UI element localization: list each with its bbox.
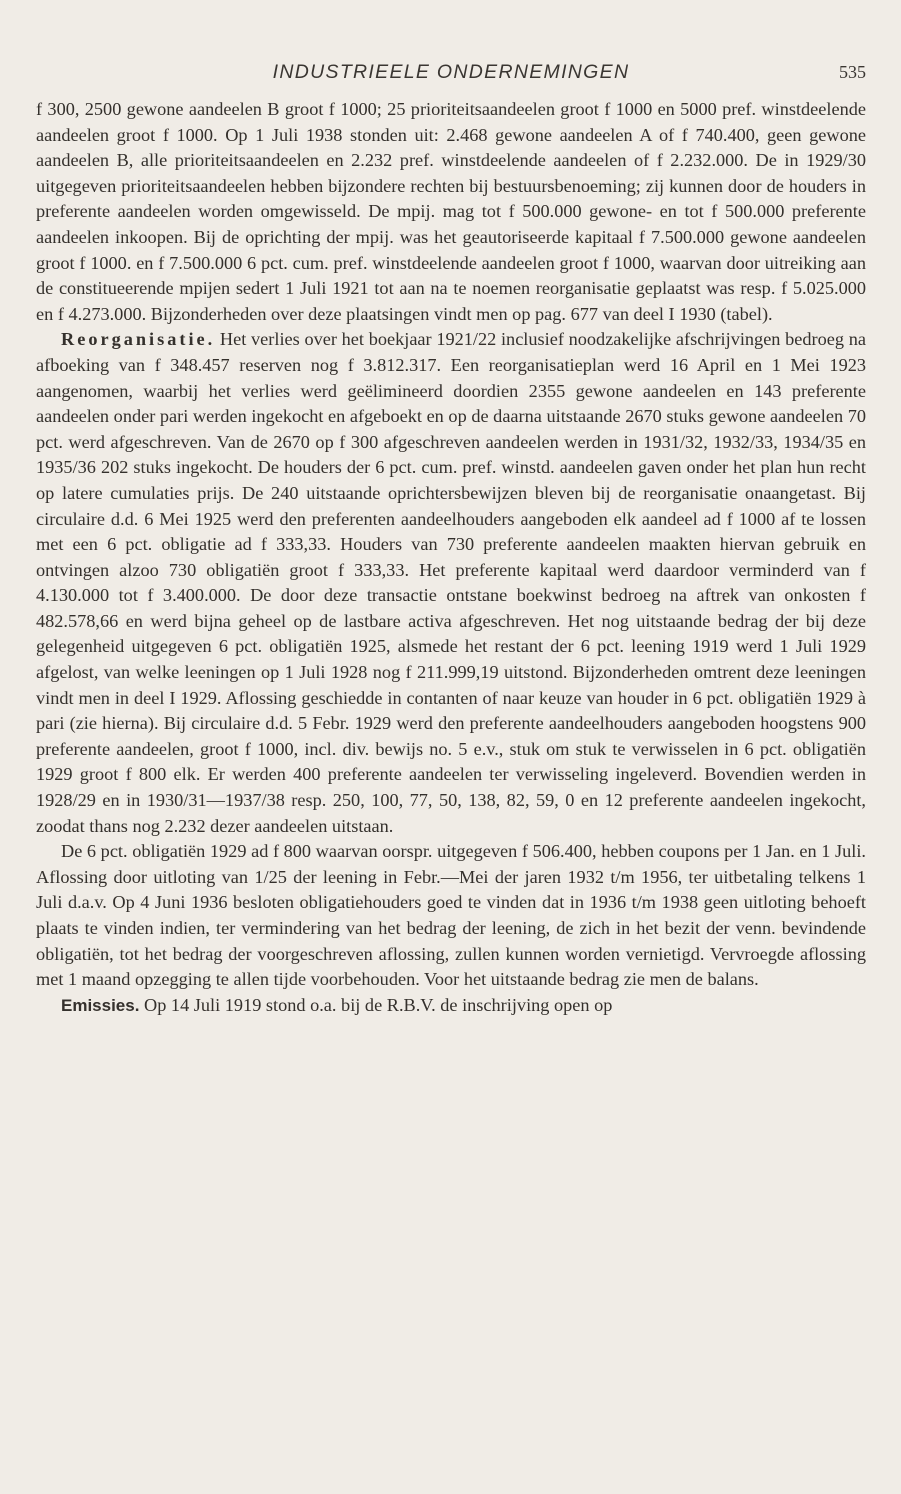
page-number: 535 [839,62,866,82]
section-heading-reorganisatie: Reorganisatie. [61,329,216,350]
paragraph-text: f 300, 2500 gewone aandeelen B groot f 1000; 25 prioriteitsaandeelen groot f 1000 en 5000 pref. winstdeelende aandeelen groot f 1000. Op 1 Juli 1938 stonden uit: 2.468 gewone aandeelen A of f 740.400, geen gewone aandeelen B, alle prioriteitsaandeelen en 2.232 pref. winstdeelende aandeelen of f 2.232.000. De in 1929/30 uitgegeven prioriteitsaandeelen hebben bijzondere rechten bij bestuursbenoeming; zij kunnen door de houders in preferente aandeelen worden omgewisseld. De mpij. mag tot f 500.000 gewone- en tot f 500.000 preferente aandeelen inkoopen. Bij de oprichting der mpij. was het geautoriseerde kapitaal f 7.500.000 gewone aandeelen groot f 1000. en f 7.500.000 6 pct. cum. pref. winstdeelende aandeelen groot f 1000, waarvan door uitreiking aan de constitueerende mpijen sedert 1 Juli 1921 tot aan na te noemen reorganisatie geplaatst was resp. f 5.025.000 en f 4.273.000. Bijzonderheden over deze plaatsingen vindt men op pag. 677 van deel I 1930 (tabel). [36,99,866,324]
paragraph-text: De 6 pct. obligatiën 1929 ad f 800 waarvan oorspr. uitgegeven f 506.400, hebben coupons per 1 Jan. en 1 Juli. Aflossing door uitloting van 1/25 der leening in Febr.—Mei der jaren 1932 t/m 1956, ter uitbetaling telkens 1 Juli d.a.v. Op 4 Juni 1936 besloten obligatiehouders goed te vinden dat in 1936 t/m 1938 geen uitloting behoeft plaats te vinden indien, ter vermindering van het bedrag der leening, de zich in het bezit der venn. bevindende obligatiën, tot het bedrag der voorgeschreven aflossing, zullen kunnen worden vernietigd. Vervroegde aflossing met 1 maand opzegging te allen tijde voorbehouden. Voor het uitstaande bedrag zie men de balans. [36,841,866,990]
running-title: INDUSTRIEELE ONDERNEMINGEN [272,61,630,83]
paragraph-text: Op 14 Juli 1919 stond o.a. bij de R.B.V. de inschrijving open op [139,994,613,1015]
paragraph-bonds-1929 [36,839,866,993]
section-heading-emissies: Emissies. [61,995,140,1015]
body-text [36,97,866,1018]
paragraph-share-capital [36,97,866,327]
paragraph-emissions [36,993,866,1019]
paragraph-text: Het verlies over het boekjaar 1921/22 inclusief noodzakelijke afschrijvingen bedroeg na afboeking van f 348.457 reserven nog f 3.812.317. Een reorganisatieplan werd 16 April en 1 Mei 1923 aangenomen, waarbij het verlies werd geëlimineerd doordien 2355 gewone aandeelen en 143 preferente aandeelen onder pari werden ingekocht en afgeboekt en op de daarna uitstaande 2670 stuks gewone aandeelen 70 pct. werd afgeschreven. Van de 2670 op f 300 afgeschreven aandeelen werden in 1931/32, 1932/33, 1934/35 en 1935/36 202 stuks ingekocht. De houders der 6 pct. cum. pref. winstd. aandeelen gaven onder het plan hun recht op latere cumulaties prijs. De 240 uitstaande oprichtersbewijzen bleven bij de reorganisatie onaangetast. Bij circulaire d.d. 6 Mei 1925 werd den preferenten aandeelhouders aangeboden elk aandeel ad f 1000 af te lossen met een 6 pct. obligatie ad f 333,33. Houders van 730 preferente aandeelen maakten hiervan gebruik en ontvingen alzoo 730 obligatiën groot f 333,33. Het preferente kapitaal werd daardoor verminderd van f 4.130.000 tot f 3.400.000. De door deze transactie ontstane boekwinst bedroeg na aftrek van onkosten f 482.578,66 en werd bijna geheel op de lastbare activa afgeschreven. Het nog uitstaande bedrag der bij deze gelegenheid uitgegeven 6 pct. obligatiën 1925, alsmede het restant der 6 pct. leening 1919 werd 1 Juli 1929 afgelost, van welke leeningen op 1 Juli 1928 nog f 211.999,19 uitstond. Bijzonderheden omtrent deze leeningen vindt men in deel I 1929. Aflossing geschiedde in contanten of naar keuze van houder in 6 pct. obligatiën 1929 à pari (zie hierna). Bij circulaire d.d. 5 Febr. 1929 werd den preferente aandeelhouders aangeboden hoogstens 900 preferente aandeelen, groot f 1000, incl. div. bewijs no. 5 e.v., stuk om stuk te verwisselen in 6 pct. obligatiën 1929 groot f 800 elk. Er werden 400 preferente aandeelen ter verwisseling ingeleverd. Bovendien werden in 1928/29 en in 1930/31—1937/38 resp. 250, 100, 77, 50, 138, 82, 59, 0 en 12 preferente aandeelen ingekocht, zoodat thans nog 2.232 dezer aandeelen uitstaan. [36,329,866,836]
paragraph-reorganisation [36,327,866,839]
page-header [36,61,866,87]
